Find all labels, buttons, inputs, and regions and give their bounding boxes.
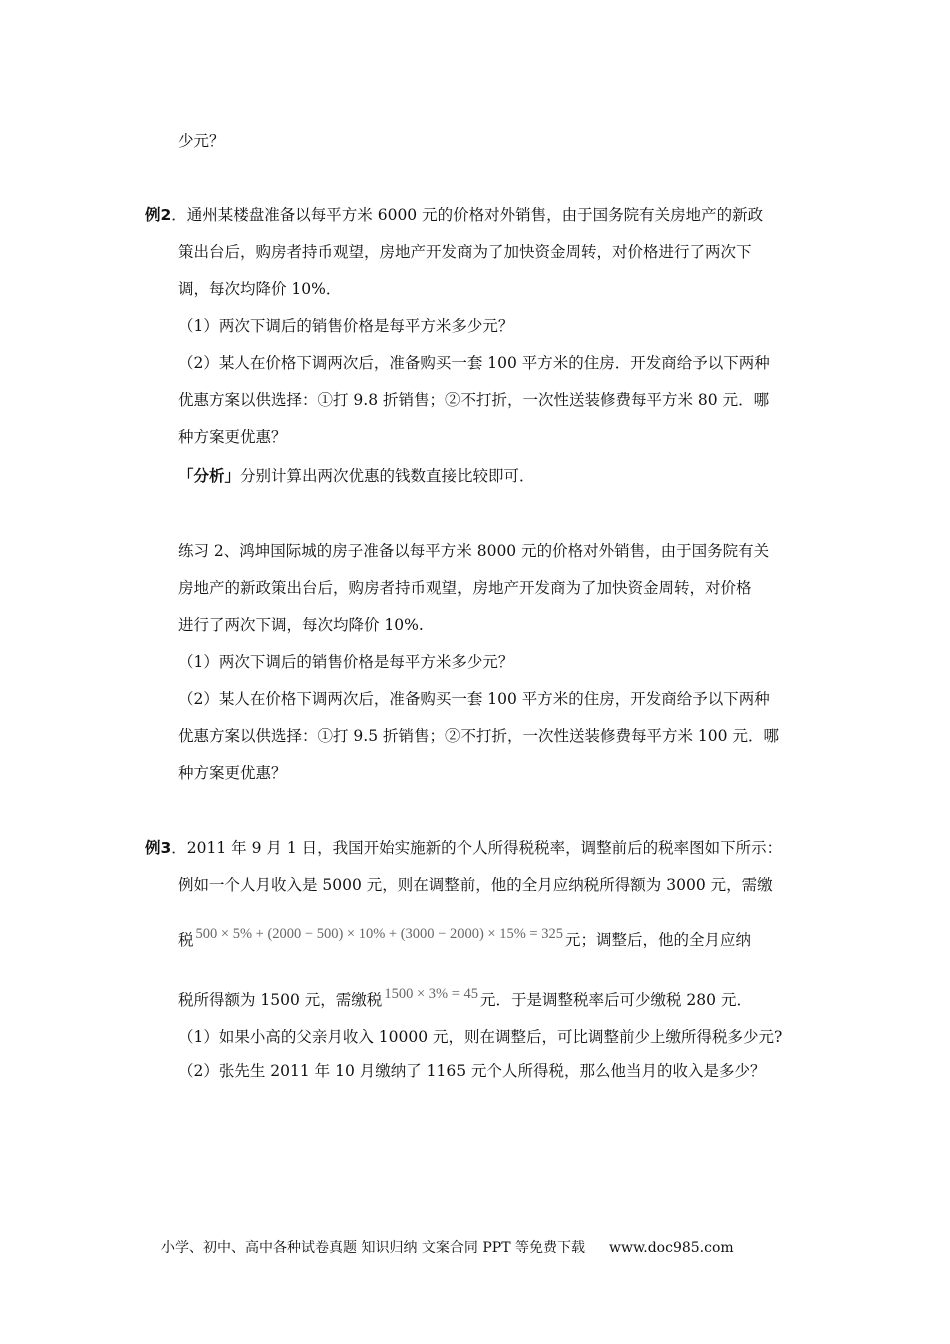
example-2-line-2: 策出台后，购房者持币观望，房地产开发商为了加快资金周转，对价格进行了两次下 [178,243,752,261]
example-2-line-1: 例2．通州某楼盘准备以每平方米 6000 元的价格对外销售，由于国务院有关房地产的新政 [145,206,764,224]
example-2-question-1: （1）两次下调后的销售价格是每平方米多少元？ [178,317,514,335]
practice-2-line-2: 房地产的新政策出台后，购房者持币观望，房地产开发商为了加快资金周转，对价格 [178,579,752,597]
example-2-analysis: 「分析」分别计算出两次优惠的钱数直接比较即可． [178,467,535,485]
example-3-line-3: 税 500 × 5% + (2000 − 500) × 10% + (3000 − 2000) × 15% = 325 元；调整后，他的全月应纳 [178,926,752,949]
carryover-line: 少元？ [178,132,225,150]
example-2-label: 例2 [145,206,172,224]
practice-2-question-2-line-3: 种方案更优惠？ [178,764,287,782]
example-3-question-2: （2）张先生 2011 年 10 月缴纳了 1165 元个人所得税，那么他当月的收入是多少？ [178,1062,766,1080]
analysis-label: 「分析」 [178,467,241,485]
practice-2-line-1: 练习 2、鸿坤国际城的房子准备以每平方米 8000 元的价格对外销售，由于国务院有关 [178,542,770,560]
tax-formula-after: 1500 × 3% = 45 [384,986,478,1002]
page-footer [161,1237,734,1257]
practice-2-question-1: （1）两次下调后的销售价格是每平方米多少元？ [178,653,514,671]
example-2-line-3: 调，每次均降价 10%． [178,280,342,298]
practice-2-line-3: 进行了两次下调，每次均降价 10%. [178,616,424,634]
example-2-question-2-line-3: 种方案更优惠？ [178,428,287,446]
example-3-label: 例3 [145,839,172,857]
tax-formula-before: 500 × 5% + (2000 − 500) × 10% + (3000 − 2000) × 15% = 325 [195,926,563,942]
practice-2-question-2-line-1: （2）某人在价格下调两次后，准备购买一套 100 平方米的住房，开发商给予以下两种 [178,690,770,708]
practice-2-question-2-line-2: 优惠方案以供选择：①打 9.5 折销售；②不打折，一次性送装修费每平方米 100 元．哪 [178,727,779,745]
example-3-line-2: 例如一个人月收入是 5000 元，则在调整前，他的全月应纳税所得额为 3000 元，需缴 [178,876,773,894]
footer-url[interactable]: www.doc985.com [608,1240,734,1256]
example-3-line-4: 税所得额为 1500 元，需缴税 1500 × 3% = 45 元．于是调整税率后可少缴税 280 元． [178,986,752,1009]
example-2-question-2-line-1: （2）某人在价格下调两次后，准备购买一套 100 平方米的住房．开发商给予以下两种 [178,354,770,372]
example-2-question-2-line-2: 优惠方案以供选择：①打 9.8 折销售；②不打折，一次性送装修费每平方米 80 元．哪 [178,391,770,409]
example-3-question-1: （1）如果小高的父亲月收入 10000 元，则在调整后，可比调整前少上缴所得税多少元? [178,1028,783,1046]
footer-text: 小学、初中、高中各种试卷真题 知识归纳 文案合同 PPT 等免费下载 [161,1240,585,1256]
example-3-line-1: 例3．2011 年 9 月 1 日，我国开始实施新的个人所得税税率，调整前后的税率图如下所示： [145,839,783,857]
